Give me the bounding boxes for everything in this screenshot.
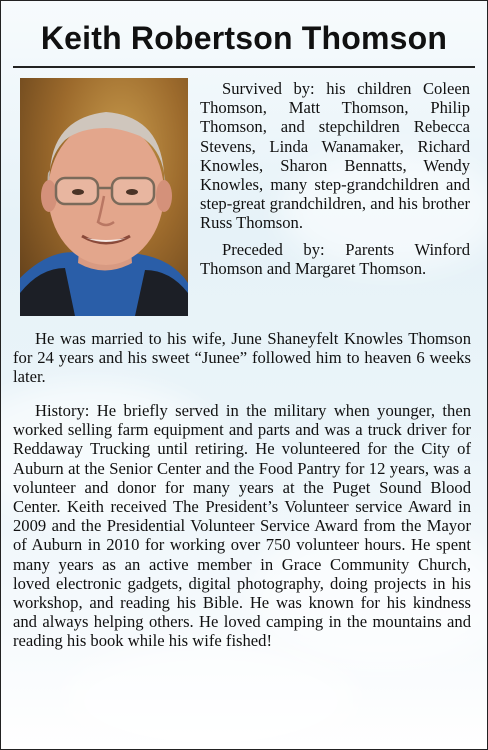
right-column-text (200, 79, 470, 278)
history-paragraph: History: He briefly served in the military when younger, then worked selling farm equipment and parts and was a truck driver for Reddaway Trucking until retiring. He volunteered for the City of Auburn at the Senior Center and the Food Pantry for 12 years, was a volunteer and donor for many years at the Puget Sound Blood Center. Keith received The President’s Volunteer service Award in 2009 and the Presidential Volunteer Service Award from the Mayor of Auburn in 2010 for working over 750 volunteer hours. He spent many years as an active member in Grace Community Church, loved electronic gadgets, digital photography, doing projects in his workshop, and reading his Bible. He was known for his kindness and always helping others. He loved camping in the mountains and reading his book while his wife fished! (13, 401, 471, 651)
portrait-illustration (20, 78, 188, 316)
preceded-by-paragraph: Preceded by: Parents Winford Thomson and Margaret Thomson. (200, 239, 470, 278)
title-rule (13, 66, 475, 68)
married-paragraph-block (13, 329, 471, 387)
married-paragraph: He was married to his wife, June Shaneyfelt Knowles Thomson for 24 years and his sweet “Junee” followed him to heaven 6 weeks later. (13, 329, 471, 387)
history-paragraph-block (13, 401, 471, 651)
background-cloud (61, 641, 361, 750)
survived-by-paragraph: Survived by: his children Coleen Thomson, Matt Thomson, Philip Thomson, and stepchildren Rebecca Stevens, Linda Wanamaker, Richard Knowles, Sharon Bennatts, Wendy Knowles, many step-grandchildren and step-great grandchildren, and his brother Russ Thomson. (200, 79, 470, 233)
portrait-photo (20, 78, 188, 316)
obituary-title: Keith Robertson Thomson (40, 20, 448, 56)
